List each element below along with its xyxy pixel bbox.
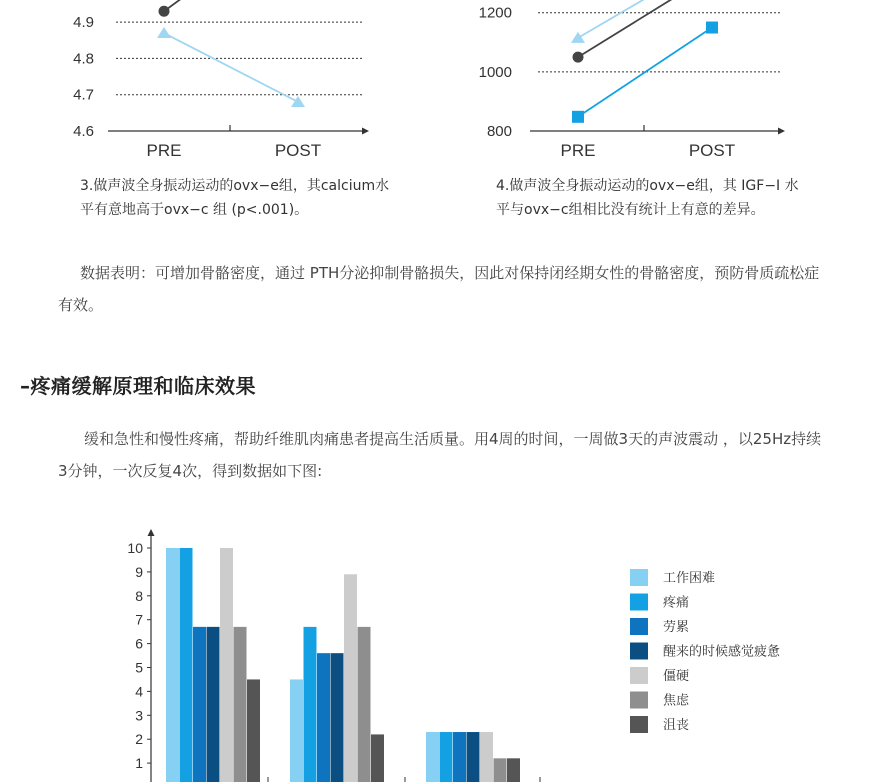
series-line [578,0,712,38]
legend-swatch [630,618,648,635]
x-axis-arrow [362,128,369,135]
y-tick-label: 4 [135,683,143,700]
series-0 [159,0,304,17]
y-tick-label: 7 [135,611,143,628]
y-tick-label: 3 [135,707,143,724]
bar [494,758,507,782]
legend-label: 僵硬 [663,668,690,683]
bar [207,627,220,782]
legend-label: 焦虑 [663,692,690,708]
bar [371,734,384,782]
series-1 [157,27,305,107]
bar [317,653,330,782]
legend-swatch [630,594,648,611]
data-point [157,27,171,38]
bar [467,732,480,782]
y-tick-label: 9 [135,563,143,580]
series-line [164,33,298,102]
bar [193,627,206,782]
data-point [706,22,718,34]
caption-line-1: 3.做声波全身振动运动的ovx−e组，其calcium水 [80,178,390,194]
legend-label: 疼痛 [663,594,690,610]
data-point [572,111,584,123]
y-tick-label: 1000 [478,63,512,81]
intro-line-1: 缓和急性和慢性疼痛，帮助纤维肌肉痛患者提高生活质量。用4周的时间，一周做3天的声波震动 ，以25Hz持续 [84,430,822,448]
bar [234,627,247,782]
y-tick-label: 4.8 [73,50,94,68]
data-point [159,6,170,17]
y-tick-label: 8 [135,587,143,604]
bar [166,548,179,782]
x-tick-label: PRE [146,141,182,160]
bar [440,732,453,782]
y-tick-label: 4.7 [73,86,94,104]
legend-label: 醒来的时候感觉疲惫 [663,643,781,659]
data-point [291,96,305,107]
y-tick-label: 1200 [478,4,512,22]
y-tick-label: 6 [135,635,143,652]
series-line [578,0,712,57]
y-tick-label: 4.6 [73,123,94,140]
x-tick-label: POST [688,141,736,160]
bar [480,732,493,782]
igf-line-chart [470,0,800,170]
igf-chart-caption [496,174,826,222]
summary-line-1: 数据表明：可增加骨骼密度，通过 PTH分泌抑制骨骼损失，因此对保持闭经期女性的骨骼密度，预防骨质疏松症 [80,264,820,282]
series-1 [573,0,718,63]
bar [344,574,357,782]
bar [331,653,344,782]
x-tick-label: POST [274,141,322,160]
intro-line-2: 3分钟，一次反复4次，得到数据如下图: [58,462,323,480]
legend-swatch [630,667,648,684]
summary-paragraph [58,257,858,321]
bar [247,679,260,782]
series-2 [572,22,718,123]
caption-line-2: 平有意地高于ovx−c 组 (p<.001)。 [80,202,309,218]
summary-line-2: 有效。 [58,296,104,314]
y-tick-label: 5 [135,659,143,676]
y-tick-label: 2 [135,731,143,748]
caption-line-2: 平与ovx−c组相比没有统计上有意的差异。 [496,202,765,218]
legend-swatch [630,643,648,660]
legend-swatch [630,569,648,586]
bar [220,548,233,782]
bar [290,679,303,782]
caption-line-1: 4.做声波全身振动运动的ovx−e组，其 IGF−I 水 [496,178,799,194]
bar [304,627,317,782]
bar [426,732,439,782]
intro-paragraph [58,423,858,487]
y-tick-label: 10 [127,540,143,556]
section-title: –疼痛缓解原理和临床效果 [20,374,256,398]
y-tick-label: 4.9 [73,14,94,32]
calcium-line-chart [60,0,390,170]
bar [507,758,520,782]
y-axis-arrow [148,529,155,536]
legend-label: 沮丧 [663,717,690,732]
series-line [164,0,298,11]
legend-label: 劳累 [663,619,690,634]
data-point [571,32,585,43]
y-tick-label: 1 [135,755,143,772]
bar [453,732,466,782]
x-tick-label: PRE [560,141,596,160]
pain-bar-chart [0,520,890,782]
data-point [573,52,584,63]
x-axis-arrow [778,128,785,135]
bar [358,627,371,782]
legend-swatch [630,692,648,709]
bar [180,548,193,782]
y-tick-label: 800 [486,123,512,140]
series-0 [571,0,719,43]
legend-swatch [630,716,648,733]
calcium-chart-caption [80,174,410,222]
legend-label: 工作困难 [663,570,716,585]
